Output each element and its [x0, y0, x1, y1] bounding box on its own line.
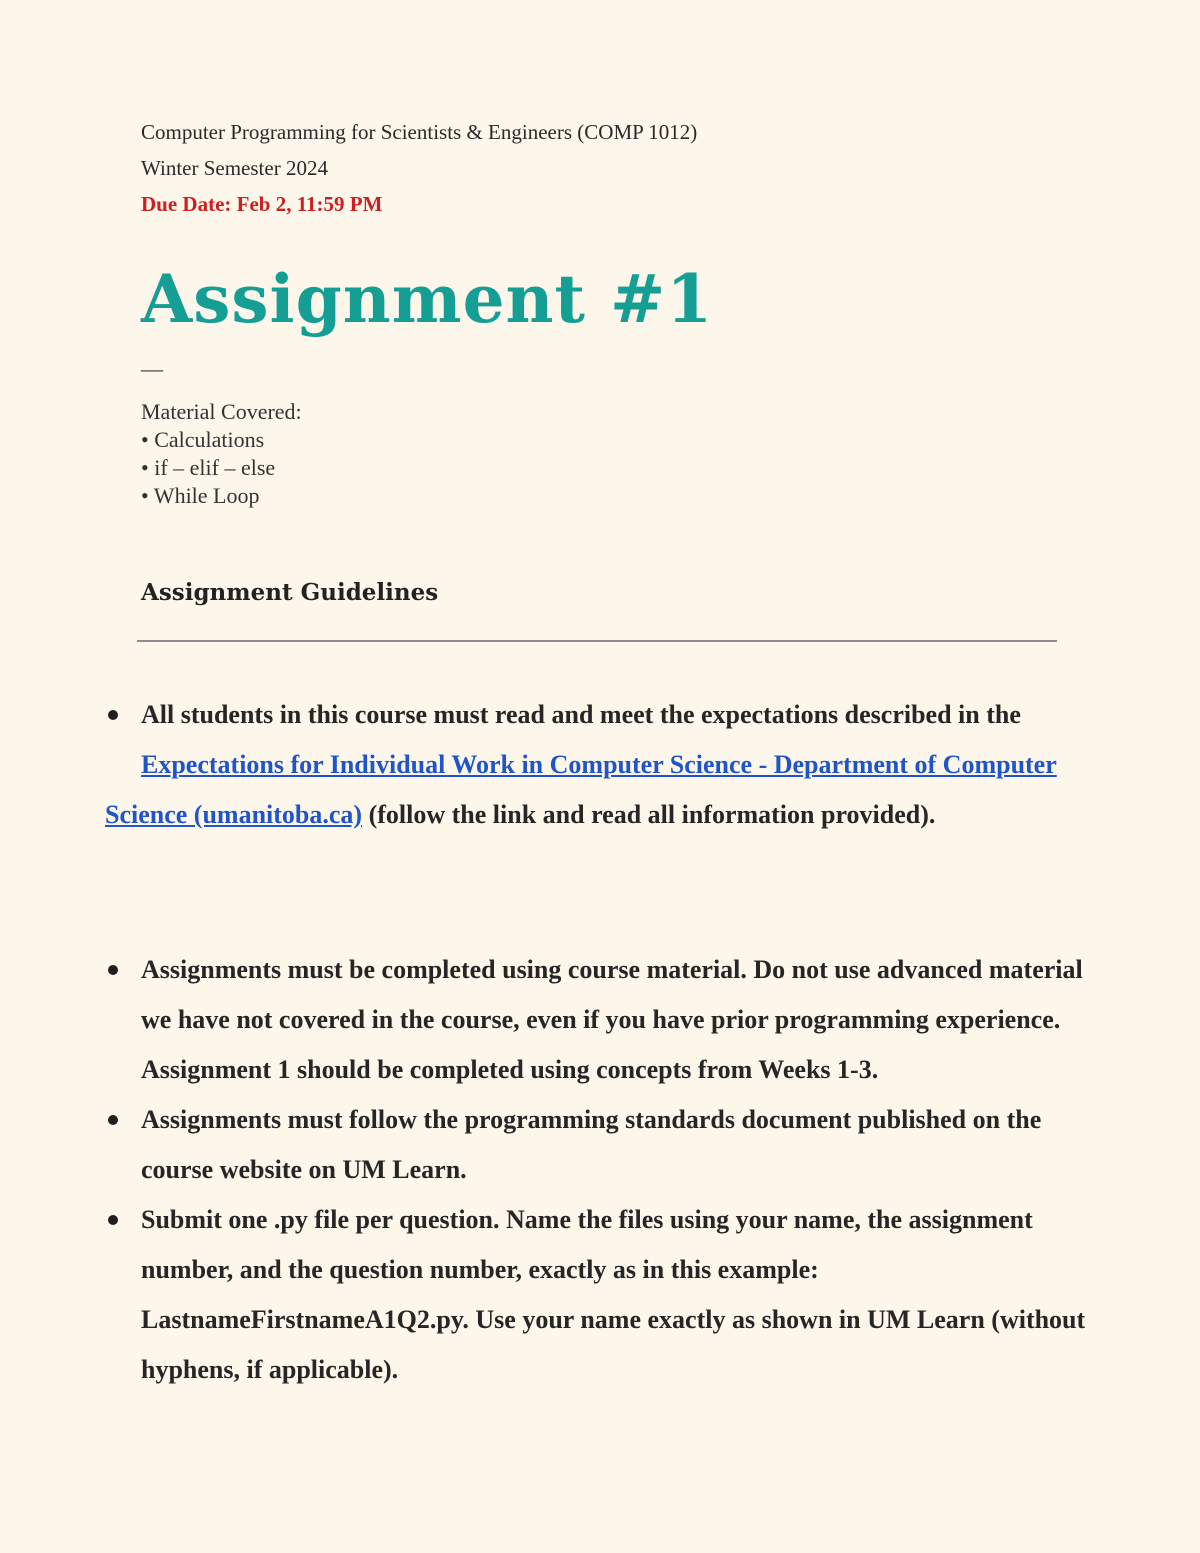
guidelines-list-1	[105, 690, 1111, 840]
list-item	[141, 1095, 1111, 1195]
expectations-link[interactable]: Expectations for Individual Work in Computer Science - Department of Computer	[141, 750, 1057, 779]
title-divider: —	[141, 356, 163, 381]
list-item	[105, 690, 1111, 840]
guidelines-heading: Assignment Guidelines	[141, 579, 439, 606]
bullet1-after-text: (follow the link and read all information provided).	[362, 800, 936, 829]
section-rule	[137, 640, 1057, 642]
due-date: Due Date: Feb 2, 11:59 PM	[141, 192, 383, 216]
bullet-icon	[108, 1215, 118, 1225]
bullet1-text: All students in this course must read and meet the expectations described in the	[141, 700, 1021, 729]
bullet2-text: Assignments must be completed using course material. Do not use advanced material we have not covered in the course, even if you have prior programming experience. Assignment 1 should be completed using concepts from Weeks 1-3.	[141, 955, 1083, 1084]
list-item	[141, 1195, 1111, 1395]
material-item: • While Loop	[141, 483, 260, 508]
bullet4-text: Submit one .py file per question. Name the files using your name, the assignment number, and the question number, exactly as in this example: LastnameFirstnameA1Q2.py. Use your name exactly as shown in UM Learn (without hyphens, if applicable).	[141, 1205, 1086, 1384]
course-name: Computer Programming for Scientists & Engineers (COMP 1012)	[141, 120, 698, 144]
page-title: Assignment #1	[141, 260, 714, 338]
bullet1-continuation	[105, 790, 1111, 840]
material-heading: Material Covered:	[141, 399, 302, 424]
semester: Winter Semester 2024	[141, 156, 328, 180]
material-item: • Calculations	[141, 427, 265, 452]
list-item	[141, 945, 1111, 1095]
material-covered	[141, 398, 302, 510]
bullet-icon	[108, 710, 118, 720]
bullet-icon	[108, 965, 118, 975]
expectations-link-continued[interactable]: Science (umanitoba.ca)	[105, 800, 363, 829]
bullet-icon	[108, 1115, 118, 1125]
material-item: • if – elif – else	[141, 455, 276, 480]
document-header	[141, 114, 697, 222]
bullet3-text: Assignments must follow the programming standards document published on the course website on UM Learn.	[141, 1105, 1042, 1184]
guidelines-list-2	[141, 945, 1111, 1395]
